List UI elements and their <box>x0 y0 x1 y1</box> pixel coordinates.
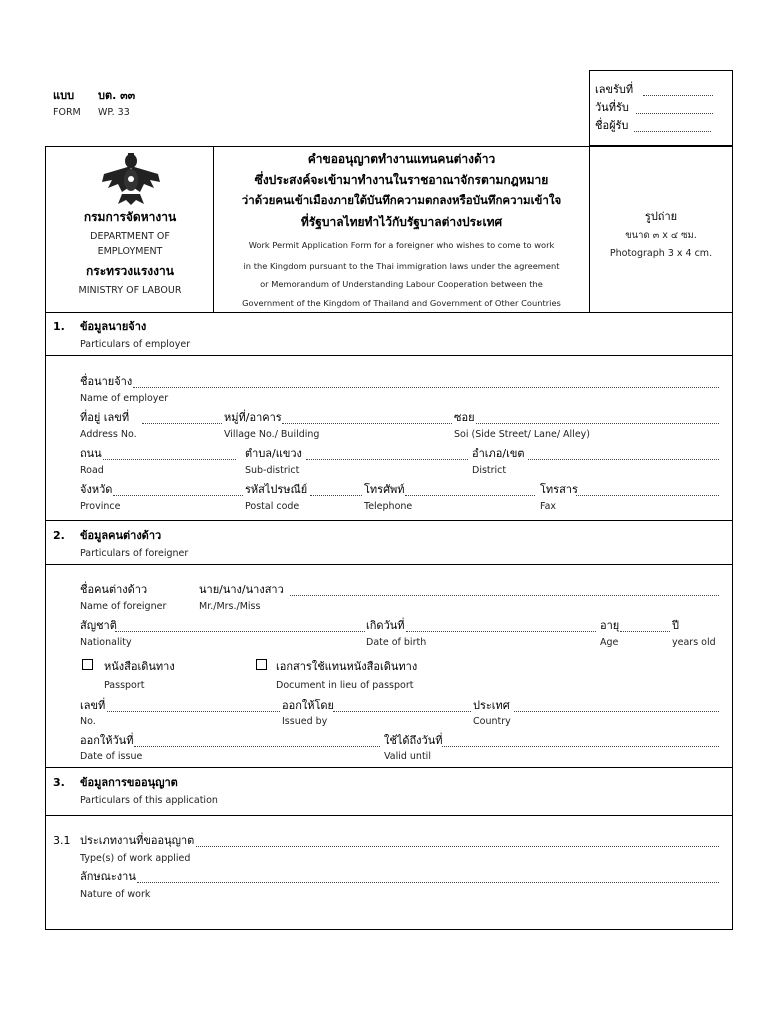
divider-header <box>45 312 733 313</box>
section1-number: 1. <box>53 320 65 333</box>
date-received-label: วันที่รับ <box>595 101 629 114</box>
age-en: Age <box>600 637 619 648</box>
village-label: หมู่ที่/อาคาร <box>224 411 282 424</box>
country-field[interactable] <box>514 711 719 712</box>
receiver-name-label: ชื่อผู้รับ <box>595 119 629 132</box>
date-received-field[interactable] <box>636 113 713 114</box>
title-th-4: ที่รัฐบาลไทยทำไว้กับรัฐบาลต่างประเทศ <box>300 215 503 229</box>
divider-s3-title <box>45 815 733 816</box>
title-en-4: Government of the Kingdom of Thailand and Government of Other Countries <box>242 298 561 308</box>
subdistrict-en: Sub-district <box>245 465 300 476</box>
work-type-en: Type(s) of work applied <box>80 853 191 864</box>
nature-of-work-label: ลักษณะงาน <box>80 870 136 883</box>
passport-en: Passport <box>104 680 145 691</box>
district-field[interactable] <box>528 459 719 460</box>
title-th-1: คำขออนุญาตทำงานแทนคนต่างด้าว <box>307 152 496 166</box>
receipt-no-label: เลขรับที่ <box>595 83 634 96</box>
fax-en: Fax <box>540 501 557 512</box>
form-label-en: FORM <box>53 107 81 118</box>
ministry-name-en: MINISTRY OF LABOUR <box>78 285 182 296</box>
dept-name-en-1: DEPARTMENT OF <box>90 231 170 242</box>
section3-number: 3. <box>53 776 65 789</box>
nature-of-work-en: Nature of work <box>80 889 151 900</box>
province-label: จังหวัด <box>80 483 113 496</box>
dob-en: Date of birth <box>366 637 427 648</box>
dob-field[interactable] <box>406 631 596 632</box>
issue-date-en: Date of issue <box>80 751 143 762</box>
subdistrict-label: ตำบล/แขวง <box>245 447 302 460</box>
doc-no-en: No. <box>80 716 96 727</box>
work-type-label: ประเภทงานที่ขออนุญาต <box>80 834 195 847</box>
fax-label: โทรสาร <box>540 483 578 496</box>
foreigner-name-field[interactable] <box>290 595 719 596</box>
doc-no-label: เลขที่ <box>80 699 106 712</box>
country-en: Country <box>473 716 511 727</box>
issue-date-field[interactable] <box>134 746 380 747</box>
address-no-en: Address No. <box>80 429 137 440</box>
phone-en: Telephone <box>364 501 413 512</box>
divider-s2-title <box>45 564 733 565</box>
province-field[interactable] <box>113 495 243 496</box>
postal-field[interactable] <box>310 495 362 496</box>
nationality-field[interactable] <box>115 631 365 632</box>
valid-until-field[interactable] <box>442 746 719 747</box>
work-type-field[interactable] <box>196 846 719 847</box>
section2-number: 2. <box>53 529 65 542</box>
age-label: อายุ <box>600 619 620 632</box>
road-field[interactable] <box>103 459 236 460</box>
age-field[interactable] <box>620 631 670 632</box>
title-en-2: in the Kingdom pursuant to the Thai immigration laws under the agreement <box>243 261 560 271</box>
title-en-1: Work Permit Application Form for a foreigner who wishes to come to work <box>248 240 555 250</box>
soi-field[interactable] <box>476 423 719 424</box>
nationality-en: Nationality <box>80 637 132 648</box>
ministry-name-th: กระทรวงแรงงาน <box>86 264 174 278</box>
years-en: years old <box>672 637 716 648</box>
issued-by-field[interactable] <box>333 711 471 712</box>
postal-en: Postal code <box>245 501 300 512</box>
soi-en: Soi (Side Street/ Lane/ Alley) <box>454 429 591 440</box>
dept-name-en-2: EMPLOYMENT <box>97 246 163 257</box>
foreigner-name-en: Name of foreigner <box>80 601 167 612</box>
issued-by-label: ออกให้โดย <box>282 699 334 712</box>
nationality-label: สัญชาติ <box>80 619 117 632</box>
address-no-label: ที่อยู่ เลขที่ <box>80 411 130 424</box>
section2-title-th: ข้อมูลคนต่างด้าว <box>80 529 162 542</box>
district-en: District <box>472 465 507 476</box>
passport-label: หนังสือเดินทาง <box>104 660 175 673</box>
item-3-1-number: 3.1 <box>53 834 71 847</box>
photo-label-en: Photograph 3 x 4 cm. <box>609 248 713 259</box>
doc-in-lieu-label: เอกสารใช้แทนหนังสือเดินทาง <box>276 660 418 673</box>
district-label: อำเภอ/เขต <box>472 447 525 460</box>
photo-label-th: รูปถ่าย <box>644 210 678 223</box>
province-en: Province <box>80 501 121 512</box>
phone-label: โทรศัพท์ <box>364 483 405 496</box>
doc-in-lieu-en: Document in lieu of passport <box>276 680 414 691</box>
nature-of-work-field[interactable] <box>137 882 719 883</box>
doc-no-field[interactable] <box>107 711 280 712</box>
divider-s1-end <box>45 520 733 521</box>
receiver-name-field[interactable] <box>634 131 711 132</box>
village-field[interactable] <box>282 423 452 424</box>
issued-by-en: Issued by <box>282 716 328 727</box>
photo-size-th: ขนาด ๓ x ๔ ซม. <box>625 230 697 241</box>
employer-name-field[interactable] <box>133 387 719 388</box>
subdistrict-field[interactable] <box>306 459 468 460</box>
phone-field[interactable] <box>405 495 535 496</box>
valid-until-label: ใช้ได้ถึงวันที่ <box>384 734 443 747</box>
road-label: ถนน <box>80 447 102 460</box>
valid-until-en: Valid until <box>384 751 431 762</box>
section3-title-th: ข้อมูลการขออนุญาต <box>80 776 178 789</box>
form-label-th: แบบ <box>53 89 75 102</box>
title-options-en: Mr./Mrs./Miss <box>199 601 261 612</box>
divider-s2-end <box>45 767 733 768</box>
years-label: ปี <box>672 619 679 632</box>
section2-title-en: Particulars of foreigner <box>80 548 189 559</box>
soi-label: ซอย <box>454 411 475 424</box>
title-th-3: ว่าด้วยคนเข้าเมืองภายใต้บันทึกความตกลงหรือบันทึกความเข้าใจ <box>241 193 562 207</box>
section3-title-en: Particulars of this application <box>80 795 218 806</box>
dob-label: เกิดวันที่ <box>366 619 405 632</box>
doc-in-lieu-checkbox[interactable] <box>256 659 267 670</box>
divider-s1-title <box>45 355 733 356</box>
garuda-emblem-icon <box>100 152 162 206</box>
section1-title-en: Particulars of employer <box>80 339 191 350</box>
employer-name-label: ชื่อนายจ้าง <box>80 375 133 388</box>
employer-name-en: Name of employer <box>80 393 169 404</box>
dept-name-th: กรมการจัดหางาน <box>83 210 177 224</box>
postal-label: รหัสไปรษณีย์ <box>245 483 308 496</box>
form-code-th: บต. ๓๓ <box>98 89 136 102</box>
title-th-2: ซึ่งประสงค์จะเข้ามาทำงานในราชอาณาจักรตามกฎหมาย <box>254 173 549 187</box>
fax-field[interactable] <box>576 495 719 496</box>
form-code-en: WP. 33 <box>98 107 130 118</box>
section1-title-th: ข้อมูลนายจ้าง <box>80 320 147 333</box>
village-en: Village No./ Building <box>224 429 320 440</box>
passport-checkbox[interactable] <box>82 659 93 670</box>
foreigner-name-label: ชื่อคนต่างด้าว <box>80 583 148 596</box>
address-no-field[interactable] <box>142 423 222 424</box>
photo-area[interactable] <box>590 147 732 311</box>
title-options-label: นาย/นาง/นางสาว <box>199 583 284 596</box>
receipt-no-field[interactable] <box>643 95 713 96</box>
country-label: ประเทศ <box>473 699 510 712</box>
title-en-3: or Memorandum of Understanding Labour Cooperation between the <box>260 279 543 289</box>
road-en: Road <box>80 465 104 476</box>
issue-date-label: ออกให้วันที่ <box>80 734 134 747</box>
